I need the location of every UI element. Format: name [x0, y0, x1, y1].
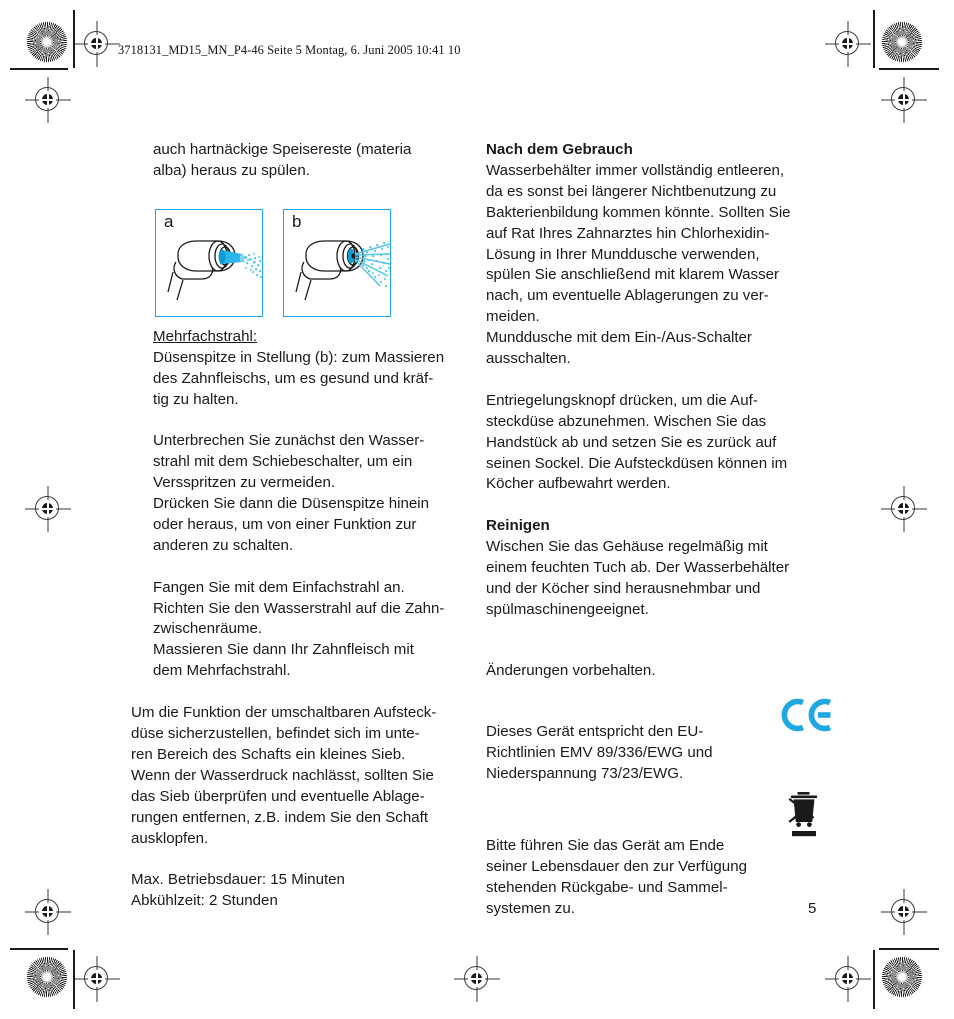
line: Entriegelungsknopf drücken, um die Auf- [486, 391, 758, 409]
registration-mark-bottom-left [74, 956, 120, 1002]
disposal-section [486, 836, 822, 920]
right-text-column [486, 140, 822, 920]
print-rosette-bottom-left [26, 956, 68, 998]
figure-label-a: a [164, 212, 174, 231]
line: Handstück ab und setzen Sie es zurück auf [486, 433, 777, 451]
usage-order-section [131, 578, 481, 683]
line: ausschalten. [486, 350, 571, 368]
paragraph-gap [131, 849, 481, 870]
multi-jet-heading: Mehrfachstrahl: [153, 327, 258, 345]
line: oder heraus, um von einer Funktion zur [153, 515, 417, 533]
line: Massieren Sie dann Ihr Zahnfleisch mit [153, 641, 414, 659]
paragraph-gap-small [486, 824, 822, 836]
line: steckdüse abzunehmen. Wischen Sie das [486, 412, 767, 430]
registration-mark-right-lower [881, 889, 927, 935]
single-jet-nozzle-illustration [155, 209, 263, 317]
line: Fangen Sie mit dem Einfachstrahl an. [153, 578, 405, 596]
line: Niederspannung 73/23/EWG. [486, 764, 684, 782]
after-use-heading: Nach dem Gebrauch [486, 141, 633, 158]
print-rosette-top-right [881, 21, 923, 63]
trim-line-bottom-left-vertical [73, 950, 75, 1009]
trim-line-bottom-left-horizontal [10, 948, 68, 950]
registration-mark-left-lower [25, 889, 71, 935]
line: Abkühlzeit: 2 Stunden [131, 892, 278, 910]
line: Drücken Sie dann die Düsenspitze hinein [153, 495, 430, 513]
paragraph-gap [131, 410, 481, 431]
line: Wenn der Wasserdruck nachlässt, sollten Sie [131, 766, 434, 784]
line: Düsenspitze in Stellung (b): zum Massieren [153, 348, 445, 366]
eu-compliance-section [486, 722, 822, 785]
registration-mark-left-upper [25, 77, 71, 123]
paragraph-gap [486, 495, 822, 516]
line: anderen zu schalten. [153, 536, 294, 554]
line: auf Rat Ihres Zahnarztes hin Chlorhexidin- [486, 224, 770, 242]
line: tig zu halten. [153, 390, 239, 408]
line: Um die Funktion der umschaltbaren Aufsteck- [131, 704, 437, 722]
paragraph-gap-large [486, 784, 822, 824]
line: Richten Sie den Wasserstrahl auf die Zahn- [153, 599, 445, 617]
figure-label-b: b [292, 212, 302, 231]
page-number: 5 [808, 900, 817, 917]
paragraph-gap [131, 682, 481, 703]
line: Köcher aufbewahrt werden. [486, 475, 671, 493]
line: seinen Sockel. Die Aufsteckdüsen können im [486, 454, 788, 472]
print-rosette-top-left [26, 21, 68, 63]
line: alba) heraus zu spülen. [153, 161, 310, 179]
sieve-note-section [131, 703, 481, 849]
line: systemen zu. [486, 900, 575, 918]
line: Bakterienbildung kommen könnte. Sollten Sie [486, 203, 791, 221]
line: und der Köcher sind herausnehmbar und [486, 580, 761, 597]
cleaning-section [486, 516, 822, 621]
trim-line-top-left-vertical [73, 10, 75, 68]
line: Munddusche mit dem Ein-/Aus-Schalter [486, 329, 752, 347]
line: Max. Betriebsdauer: 15 Minuten [131, 871, 345, 889]
line: stehenden Rückgabe- und Sammel- [486, 879, 728, 897]
cleaning-heading: Reinigen [486, 517, 550, 535]
subject-to-change-note: Änderungen vorbehalten. [486, 661, 656, 679]
trim-line-top-left-horizontal [10, 68, 68, 70]
operating-times-section [131, 870, 481, 912]
paragraph-continued [131, 140, 481, 182]
trim-line-top-right-horizontal [879, 68, 939, 70]
line: Richtlinien EMV 89/336/EWG und [486, 743, 713, 761]
release-button-section [486, 391, 822, 496]
line: Wasserbehälter immer vollständig entleeren, [486, 161, 785, 179]
line: spülmaschinengeeignet. [486, 600, 649, 618]
print-header-slug: 3718131_MD15_MN_P4-46 Seite 5 Montag, 6. Juni 2005 10:41 10 [118, 43, 461, 57]
line: seiner Lebensdauer den zur Verfügung [486, 858, 747, 876]
line: das Sieb überprüfen und eventuelle Ablage- [131, 787, 425, 805]
line: des Zahnfleischs, um es gesund und kräf- [153, 369, 434, 387]
registration-mark-left-middle [25, 486, 71, 532]
registration-mark-bottom-right [825, 956, 871, 1002]
line: einem feuchten Tuch ab. Der Wasserbehälter [486, 559, 790, 577]
line: spülen Sie anschließend mit klarem Wasser [486, 266, 780, 284]
registration-mark-right-upper [881, 77, 927, 123]
paragraph-gap-large [486, 682, 822, 722]
line: meiden. [486, 308, 540, 326]
line: Wischen Sie das Gehäuse regelmäßig mit [486, 538, 768, 556]
trim-line-bottom-right-horizontal [879, 948, 939, 950]
line: zwischenräume. [153, 620, 263, 638]
line: dem Mehrfachstrahl. [153, 662, 291, 680]
line: nach, um eventuelle Ablagerungen zu ver- [486, 287, 769, 305]
line: Lösung in Ihrer Munddusche verwenden, [486, 245, 760, 263]
registration-mark-top-left [74, 21, 120, 67]
line: ausklopfen. [131, 829, 209, 847]
interrupt-jet-section [131, 431, 481, 556]
paragraph-gap [486, 370, 822, 391]
registration-mark-right-middle [881, 486, 927, 532]
line: ren Bereich des Schafts ein kleines Sieb. [131, 745, 406, 763]
line: strahl mit dem Schiebeschalter, um ein [153, 453, 413, 471]
trim-line-bottom-right-vertical [873, 950, 875, 1009]
line: Dieses Gerät entspricht den EU- [486, 722, 704, 740]
multi-jet-section [131, 327, 481, 411]
line: rungen entfernen, z.B. indem Sie den Schaft [131, 808, 429, 826]
after-use-section [486, 140, 822, 370]
line: Versspritzen zu vermeiden. [153, 474, 336, 492]
paragraph-gap [131, 557, 481, 578]
paragraph-gap-large [486, 621, 822, 661]
trim-line-top-right-vertical [873, 10, 875, 68]
line: da es sonst bei längerer Nichtbenutzung zu [486, 182, 777, 200]
weee-crossed-out-wheelie-bin-icon [784, 791, 824, 837]
registration-mark-bottom-center [454, 956, 500, 1002]
print-rosette-bottom-right [881, 956, 923, 998]
line: auch hartnäckige Speisereste (materia [153, 141, 412, 158]
registration-mark-top-right [825, 21, 871, 67]
multi-jet-nozzle-illustration [283, 209, 391, 317]
line: düse sicherzustellen, befindet sich im unte- [131, 724, 420, 742]
line: Unterbrechen Sie zunächst den Wasser- [153, 432, 425, 450]
line: Bitte führen Sie das Gerät am Ende [486, 837, 725, 855]
ce-mark-icon [780, 695, 836, 735]
